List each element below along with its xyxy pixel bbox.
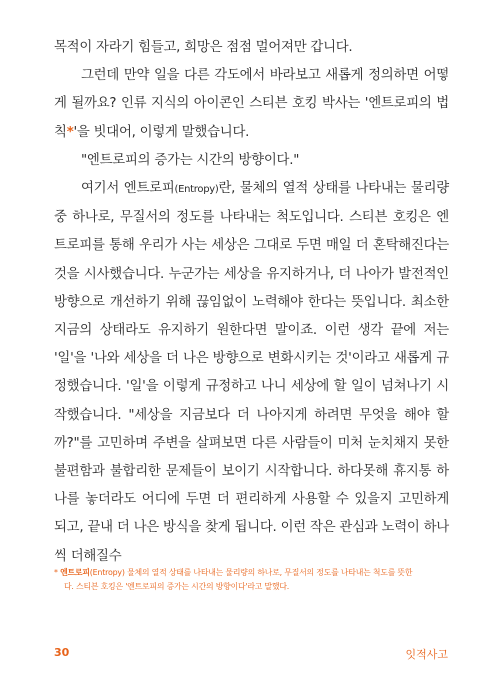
footnote-term: 엔트로피: [60, 568, 90, 577]
paragraph-4: [54, 175, 449, 571]
footnote: [54, 566, 454, 594]
body-text: [54, 34, 449, 571]
paragraph-4-text-b: 란, 물체의 열적 상태를 나타내는 물리량 중 하나로, 무질서의 정도를 나타내는 척도입니다. 스티븐 호킹은 엔트로피를 통해 우리가 사는 세상은 그대로 두면 매일 더 혼탁해진다는 것을 시사했습니다. 누군가는 세상을 유지하거나, 더 나아가 발전적인 방향으로 개선하기 위해 끊임없이 노력해야 한다는 뜻입니다. 최소한 지금의 상태라도 유지하기 원한다면 말이죠. 이런 생각 끝에 저는 '일'을 '나와 세상을 더 나은 방향으로 변화시키는 것'이라고 새롭게 규정했습니다. '일'을 이렇게 규정하고 나니 세상에 할 일이 넘쳐나기 시작했습니다. "세상을 지금보다 더 나아지게 하려면 무엇을 해야 할까?"를 고민하며 주변을 살펴보면 다른 사람들이 미처 눈치채지 못한 불편함과 불합리한 문제들이 보이기 시작합니다. 하다못해 휴지통 하나를 놓더라도 어디에 두면 더 편리하게 사용할 수 있을지 고민하게 되고, 끝내 더 나은 방식을 찾게 됩니다. 이런 작은 관심과 노력이 하나씩 더해질수: [54, 181, 449, 564]
footnote-star: *: [54, 568, 58, 577]
footnote-line-2: 다. 스티븐 호킹은 '엔트로피의 증가는 시간의 방향이다'라고 말했다.: [64, 582, 290, 591]
entropy-term: (Entropy): [174, 184, 219, 196]
quote-paragraph: [54, 147, 449, 175]
page-number: 30: [54, 646, 70, 659]
footnote-term-en: (Entropy): [89, 568, 125, 577]
quote-text: "엔트로피의 증가는 시간의 방향이다.": [81, 152, 300, 168]
footnote-line-1: 물체의 열적 상태를 나타내는 물리량의 하나로, 무질서의 정도를 나타내는 척도를 뜻한: [124, 568, 413, 577]
paragraph-2: [54, 62, 449, 147]
paragraph-1: [54, 34, 449, 62]
paragraph-4-text-a: 여기서 엔트로피: [81, 181, 175, 197]
paragraph-1-text: 목적이 자라기 힘들고, 희망은 점점 멀어져만 갑니다.: [54, 40, 353, 55]
book-title: 잇적사고: [405, 648, 448, 661]
paragraph-2-text-a: 그런데 만약 일을 다른 각도에서 바라보고 새롭게 정의하면 어떻게 될까요? 인류 지식의 아이콘인 스티븐 호킹 박사는 '엔트로피의 법칙: [54, 68, 449, 140]
footnote-marker: *: [66, 124, 74, 140]
paragraph-2-text-b: '을 빗대어, 이렇게 말했습니다.: [73, 124, 250, 140]
